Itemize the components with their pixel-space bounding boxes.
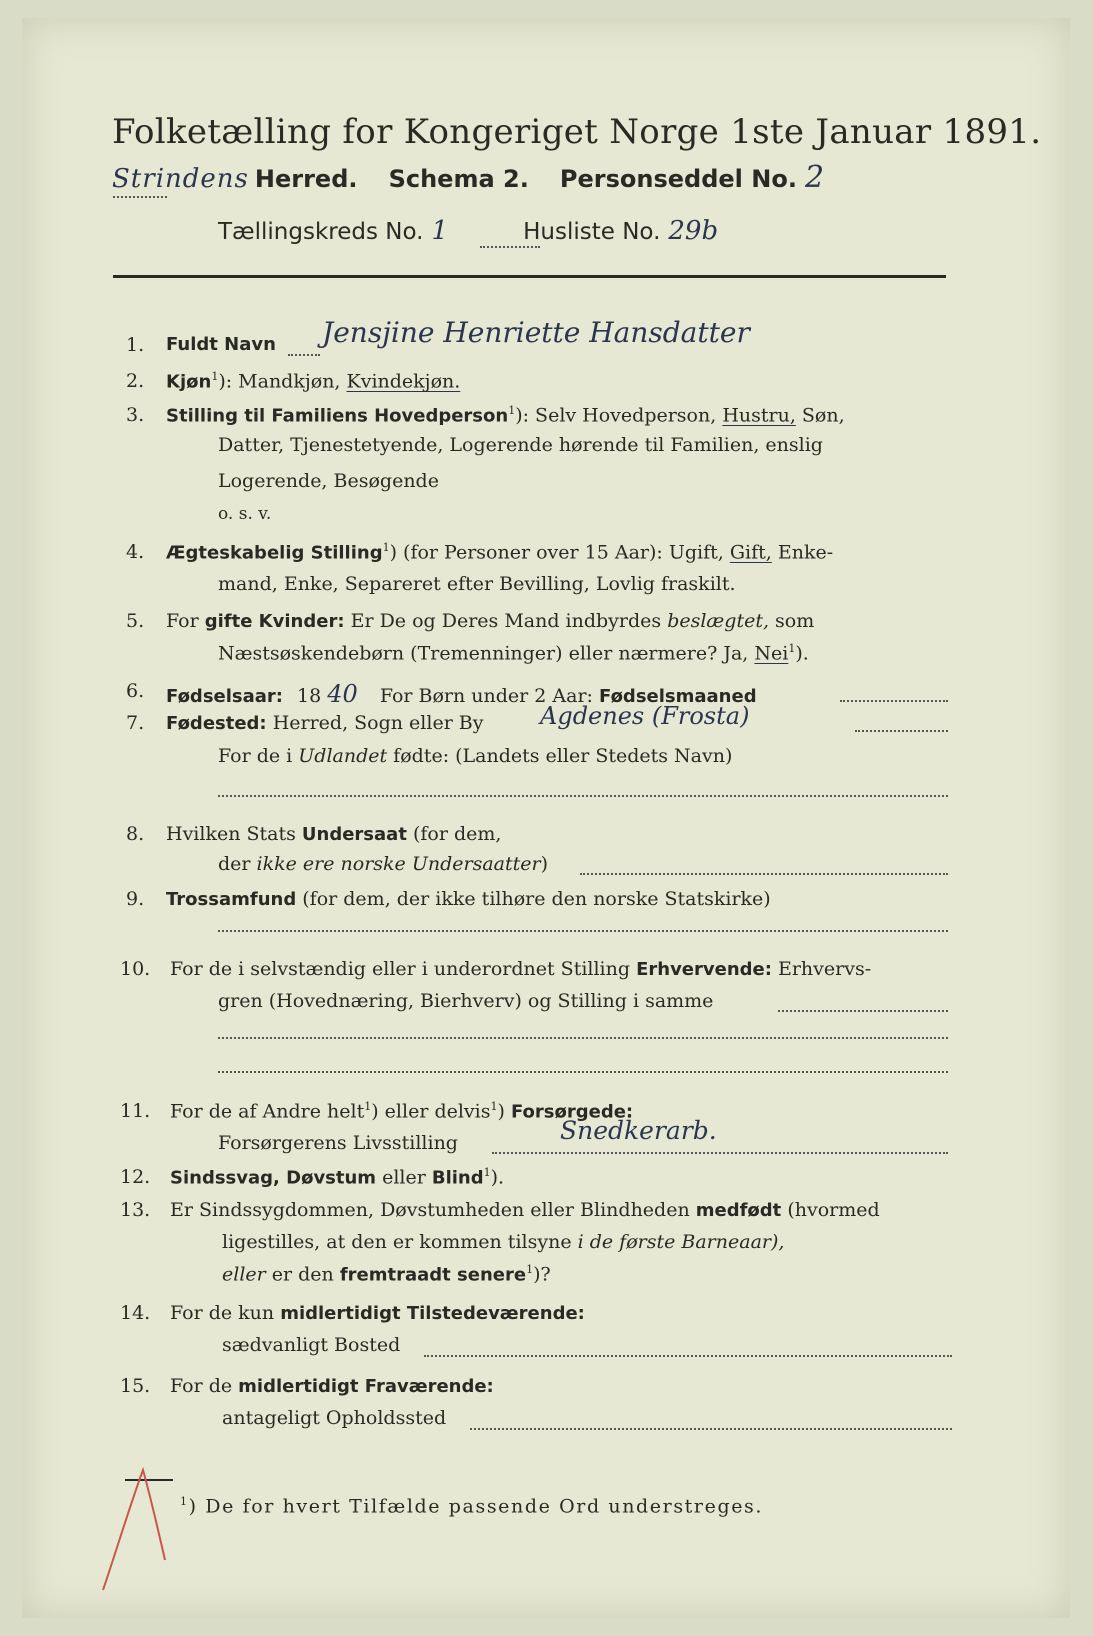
field-8-dots [580, 873, 948, 875]
field-11-number: 11. [120, 1100, 151, 1122]
field-12-text-b: ). [490, 1166, 505, 1189]
field-2-sup: 1 [211, 370, 219, 383]
field-4-sup: 1 [382, 541, 390, 554]
field-5-label: gifte Kvinder: [204, 611, 345, 632]
field-9-row [166, 888, 771, 910]
husliste-value: 29b [668, 216, 719, 246]
herred-line [112, 160, 824, 195]
field-1-number: 1. [126, 334, 145, 356]
field-5-row [166, 610, 814, 632]
field-8-label: Undersaat [301, 824, 407, 845]
field-10-answer-dots-2 [218, 1071, 948, 1073]
field-15-row [170, 1375, 494, 1397]
field-10-row [170, 958, 871, 980]
field-6-year-value: 40 [327, 680, 358, 708]
footnote-sup: 1 [180, 1495, 189, 1508]
field-2-selected: Kvindekjøn. [346, 370, 461, 393]
field-8-number: 8. [126, 823, 145, 845]
herred-dotted-line [113, 196, 167, 198]
field-14-label: midlertidigt Tilstedeværende: [280, 1303, 585, 1324]
field-9-label: Trossamfund [166, 889, 297, 910]
field-3-line4: o. s. v. [218, 504, 272, 524]
field-14-number: 14. [120, 1302, 151, 1324]
field-6-dots [840, 700, 948, 702]
field-3-row [166, 404, 845, 426]
herred-label: Herred. [254, 165, 358, 193]
field-10-text-b: Erhvervs- [771, 958, 872, 980]
field-5-line2 [218, 642, 809, 664]
field-5-label-a: For [166, 610, 205, 632]
field-4-label: Ægteskabelig Stilling [166, 542, 383, 564]
form-title: Folketælling for Kongeriget Norge 1ste Januar 1891. [112, 112, 1042, 152]
field-9-number: 9. [126, 888, 145, 910]
footnote-text: ) De for hvert Tilfælde passende Ord understreges. [188, 1495, 764, 1518]
field-2-label: Kjøn [166, 371, 212, 393]
field-4-line2: mand, Enke, Separeret efter Bevilling, Lovlig fraskilt. [218, 573, 736, 595]
field-7-line2-text: For de i [218, 745, 299, 767]
field-13-line2-text: ligestilles, at den er kommen tilsyne [222, 1231, 578, 1253]
personseddel-label: Personseddel No. [559, 165, 797, 193]
field-10-text: For de i selvstændig eller i underordnet Stilling [170, 958, 637, 980]
field-11-line2: Forsørgerens Livsstilling [218, 1132, 458, 1154]
field-7-row [166, 712, 484, 734]
field-5-text-c: som [769, 610, 815, 632]
field-5-sup: 1 [788, 642, 796, 655]
field-3-selected: Hustru, [722, 404, 796, 427]
field-3-number: 3. [126, 404, 145, 426]
field-1-dots [288, 354, 320, 356]
field-15-line2: antageligt Opholdssted [222, 1407, 447, 1429]
kreds-value: 1 [431, 216, 449, 246]
field-4-row [166, 541, 833, 563]
field-7-line2-end: fødte: (Landets eller Stedets Navn) [387, 745, 733, 767]
field-10-answer-dots-1 [218, 1037, 948, 1039]
field-7-value: Agdenes (Frosta) [540, 702, 750, 730]
field-2-text: ): Mandkjøn, [218, 370, 347, 393]
field-3-text-c: Søn, [795, 404, 845, 427]
field-3-label: Stilling til Familiens Hovedperson [166, 405, 509, 427]
field-7-answer-dots [218, 795, 948, 797]
field-11-dots [492, 1152, 948, 1154]
field-13-label: medfødt [695, 1200, 782, 1221]
field-1-label: Fuldt Navn [166, 334, 276, 355]
field-2-number: 2. [126, 370, 145, 392]
field-11-text: For de af Andre helt [170, 1100, 365, 1123]
field-13-line3-sup: 1 [526, 1263, 534, 1276]
field-14-text: For de kun [170, 1302, 281, 1324]
field-7-text: Herred, Sogn eller By [272, 712, 484, 734]
field-14-dots [424, 1355, 952, 1357]
schema-label: Schema 2. [388, 165, 529, 193]
field-6-year-prefix: 18 [297, 685, 322, 707]
field-6-label: Fødselsaar: [166, 686, 283, 707]
field-15-text: For de [170, 1375, 239, 1397]
field-7-dots [855, 730, 948, 732]
field-4-text: ) (for Personer over 15 Aar): Ugift, [389, 541, 730, 564]
field-5-number: 5. [126, 610, 145, 632]
field-13-line3-text: er den [265, 1263, 340, 1286]
field-12-number: 12. [120, 1166, 151, 1188]
field-11-sup-b: 1 [490, 1100, 498, 1113]
field-5-text: Er De og Deres Mand indbyrdes [344, 610, 668, 632]
field-9-text: (for dem, der ikke tilhøre den norske Statskirke) [296, 888, 771, 910]
field-6-text: For Børn under 2 Aar: [379, 685, 599, 707]
field-7-line2-italic: Udlandet [298, 745, 388, 767]
field-15-label: midlertidigt Fraværende: [238, 1376, 494, 1397]
field-5-line2-end: ). [795, 642, 809, 665]
field-10-dots [778, 1010, 948, 1012]
field-12-row [170, 1166, 504, 1188]
footnote [180, 1495, 763, 1517]
field-10-line2: gren (Hovednæring, Bierhverv) og Stilling i samme [218, 990, 714, 1012]
field-8-line2 [218, 853, 548, 875]
field-8-text: (for dem, [406, 823, 502, 845]
field-10-number: 10. [120, 958, 151, 980]
header-rule [113, 275, 946, 278]
field-3-line2: Datter, Tjenestetyende, Logerende hørende til Familien, enslig [218, 434, 823, 456]
field-11-text-c: ) [497, 1100, 511, 1123]
field-15-dots [470, 1428, 952, 1430]
field-13-line3-label: fremtraadt senere [339, 1264, 527, 1286]
field-13-line2 [222, 1231, 784, 1253]
field-6-number: 6. [126, 680, 145, 702]
field-11-sup-a: 1 [364, 1100, 372, 1113]
field-8-line2-italic: ikke ere norske Undersaatter [256, 853, 541, 875]
field-8-label-a: Hvilken Stats [166, 823, 302, 845]
field-1-value: Jensjine Henriette Hansdatter [322, 316, 750, 349]
field-4-text-c: Enke- [771, 541, 834, 564]
field-12-text: eller [376, 1166, 432, 1189]
field-14-row [170, 1302, 585, 1324]
field-12-label-b: Blind [431, 1167, 484, 1189]
field-3-sup: 1 [508, 404, 516, 417]
field-11-label: Forsørgede: [510, 1101, 634, 1123]
field-12-sup: 1 [483, 1166, 491, 1179]
red-pencil-mark [95, 1465, 175, 1595]
kreds-dotted-line [480, 246, 540, 248]
kreds-line [218, 216, 718, 246]
field-12-label: Sindssvag, Døvstum [170, 1167, 377, 1189]
field-14-line2: sædvanligt Bosted [222, 1334, 401, 1356]
field-13-line3-end: )? [533, 1263, 551, 1286]
herred-value: Strindens [112, 164, 249, 194]
field-13-number: 13. [120, 1199, 151, 1221]
field-13-row [170, 1199, 880, 1221]
field-11-text-b: ) eller delvis [371, 1100, 491, 1123]
husliste-label: Husliste No. [523, 219, 661, 245]
field-7-number: 7. [126, 712, 145, 734]
field-15-number: 15. [120, 1375, 151, 1397]
field-3-line3: Logerende, Besøgende [218, 470, 439, 492]
field-13-line3 [222, 1263, 551, 1285]
field-13-text: Er Sindssygdommen, Døvstumheden eller Blindheden [170, 1199, 696, 1221]
field-9-answer-dots [218, 930, 948, 932]
field-8-line2-end: ) [540, 853, 548, 875]
field-4-number: 4. [126, 541, 145, 563]
field-7-line2 [218, 745, 732, 767]
field-5-line2-text: Næstsøskendebørn (Tremenninger) eller nærmere? Ja, [218, 642, 755, 665]
field-5-italic: beslægtet, [667, 610, 770, 632]
field-3-text: ): Selv Hovedperson, [515, 404, 723, 427]
field-11-value: Snedkerarb. [560, 1116, 717, 1145]
kreds-label: Tællingskreds No. [218, 219, 424, 245]
field-13-text-b: (hvormed [781, 1199, 880, 1221]
field-6-label-b: Fødselsmaaned [599, 686, 757, 707]
field-8-line2-text: der [218, 853, 257, 875]
field-8-row [166, 823, 501, 845]
field-10-label: Erhvervende: [636, 959, 772, 980]
field-13-line2-italic: i de første Barneaar), [577, 1231, 785, 1253]
field-13-line3-italic: eller [222, 1263, 266, 1286]
field-5-selected: Nei [754, 642, 789, 665]
field-7-label: Fødested: [166, 713, 267, 734]
personseddel-value: 2 [804, 160, 825, 195]
field-4-selected: Gift, [729, 541, 772, 564]
field-2-row [166, 370, 460, 392]
